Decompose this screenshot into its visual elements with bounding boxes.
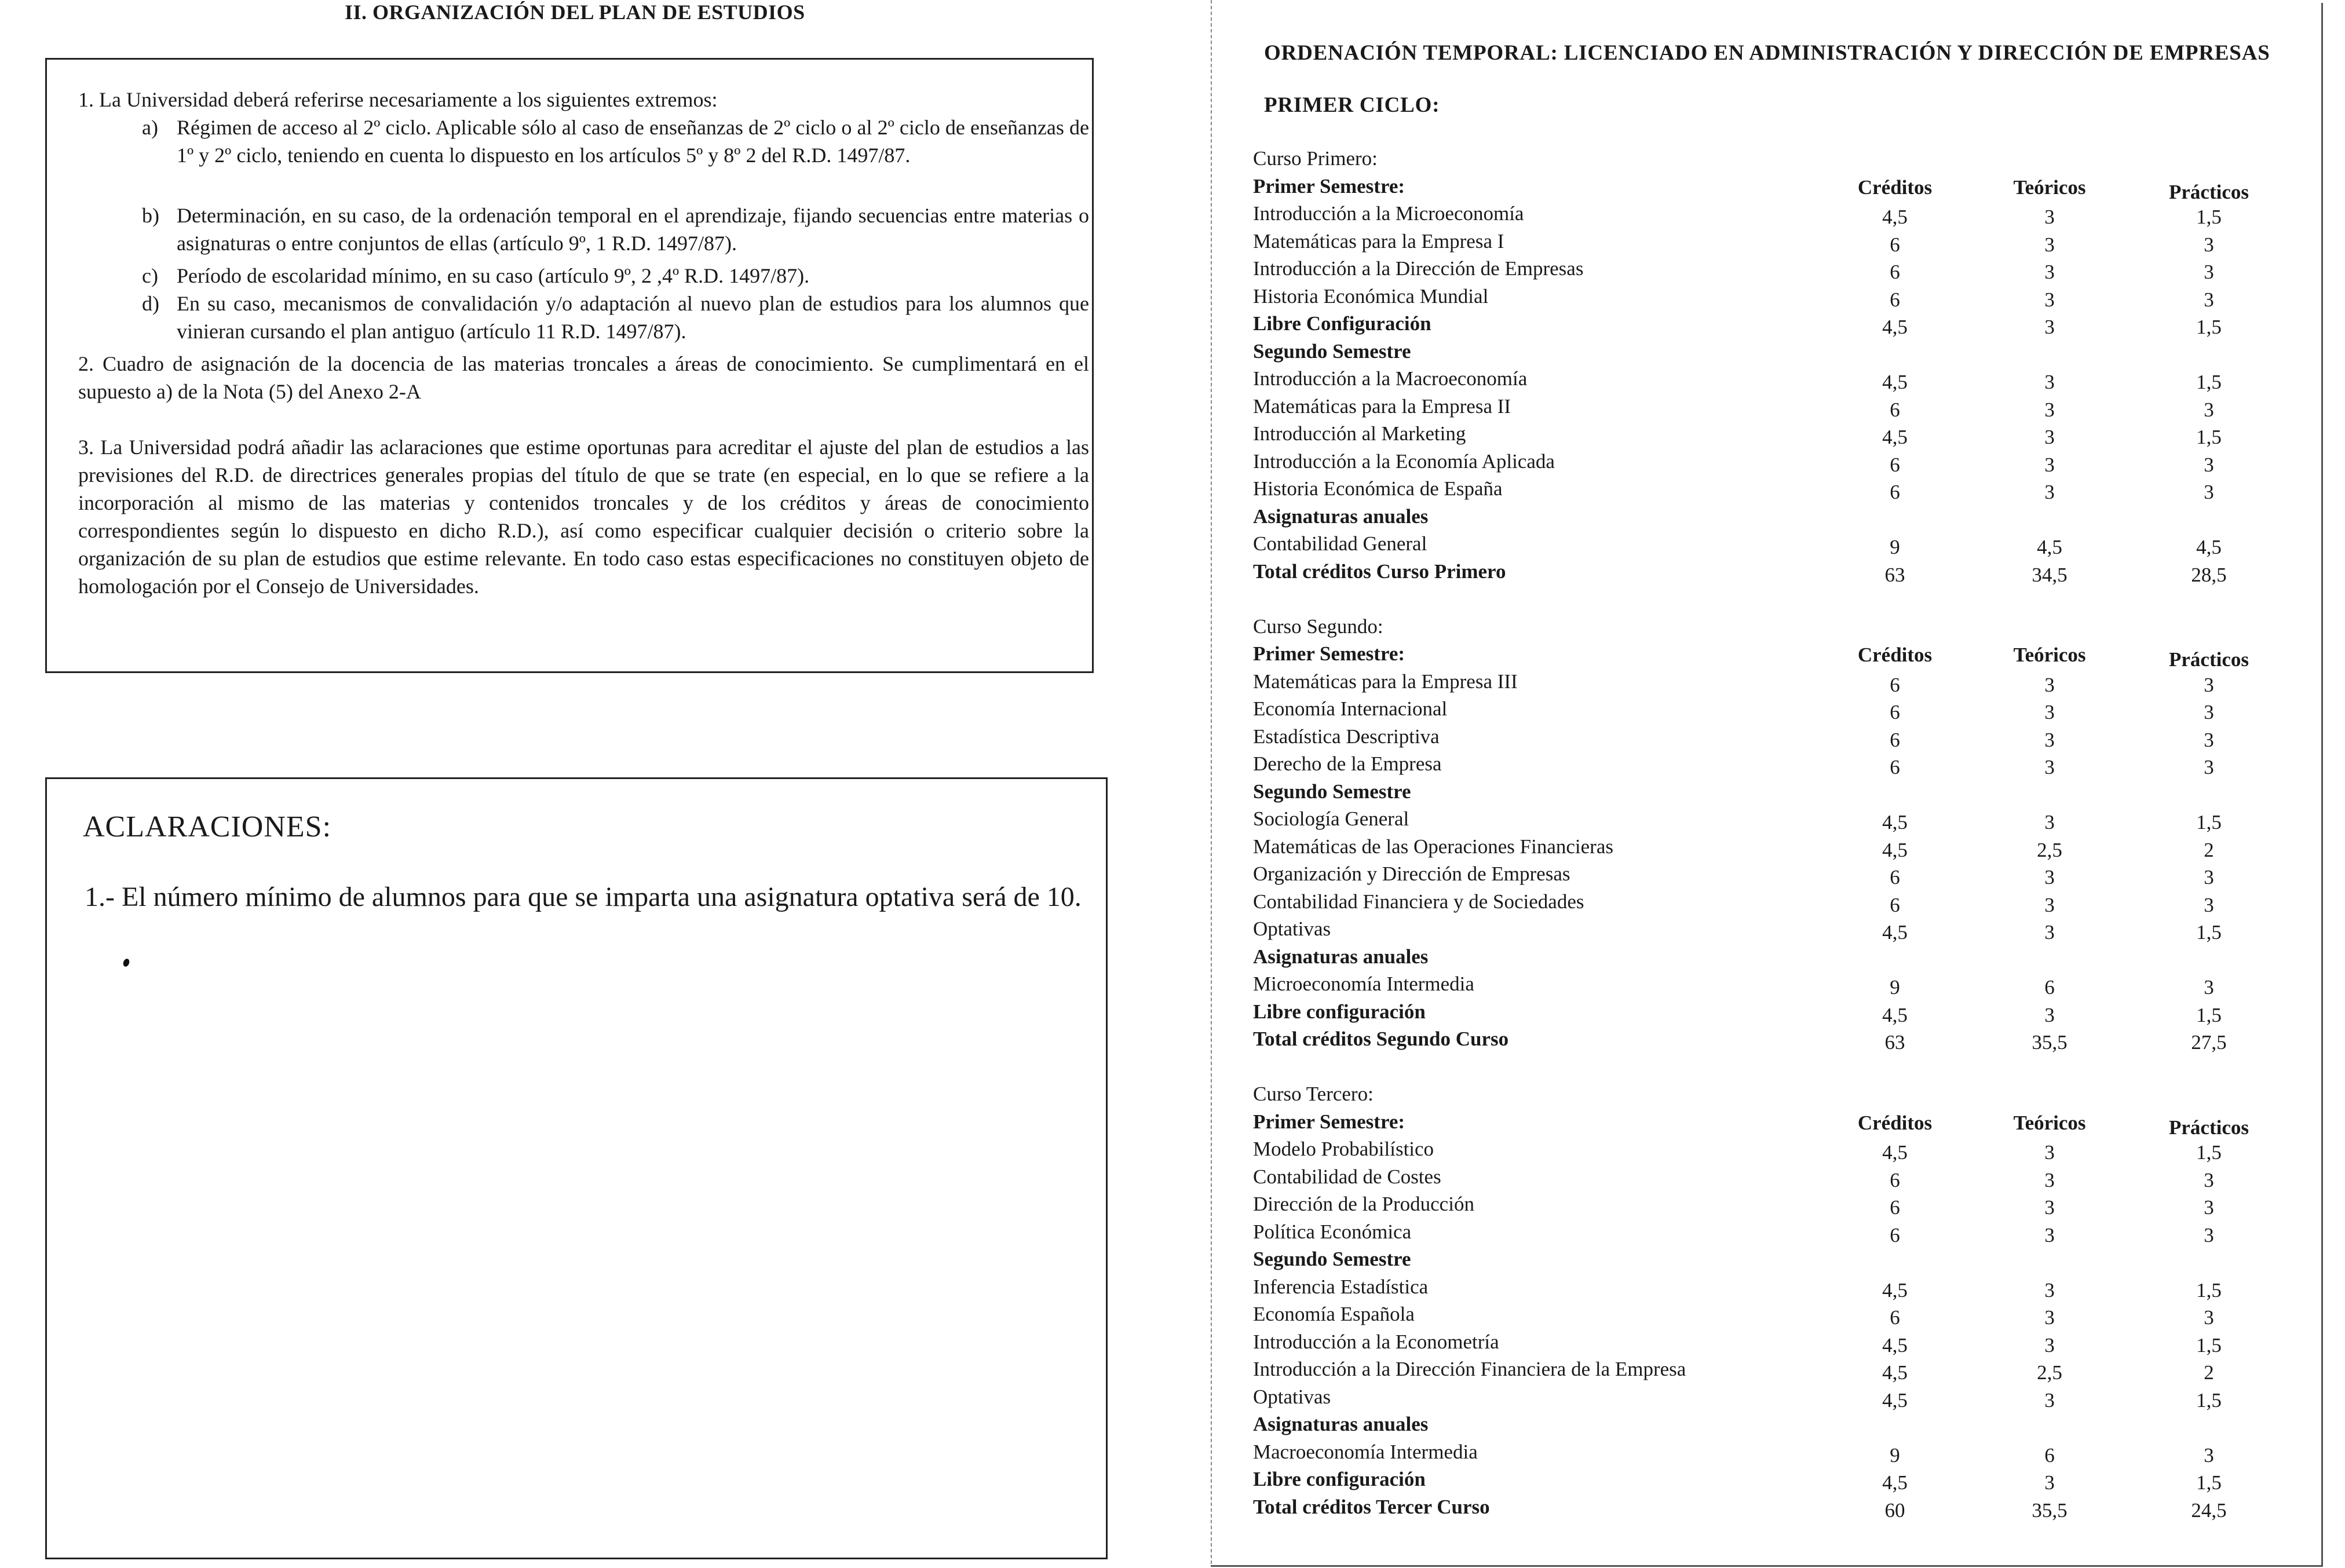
- teoricos-cell: 3: [2044, 729, 2055, 751]
- row-name: Matemáticas para la Empresa II: [1253, 395, 1511, 418]
- table-row: [1253, 1273, 2307, 1300]
- practicos-cell: Prácticos: [2169, 181, 2249, 203]
- table-row: [1253, 1410, 2307, 1438]
- creditos-cell: 6: [1890, 756, 1900, 778]
- practicos-cell: 1,5: [2196, 426, 2222, 448]
- subitem-label: a): [142, 116, 158, 139]
- table-row: [1253, 1135, 2307, 1163]
- section-title: II. ORGANIZACIÓN DEL PLAN DE ESTUDIOS: [345, 1, 805, 24]
- teoricos-cell: 3: [2044, 1471, 2055, 1494]
- teoricos-cell: 3: [2044, 454, 2055, 476]
- practicos-cell: 3: [2204, 976, 2214, 999]
- creditos-cell: 9: [1890, 976, 1900, 999]
- practicos-cell: 3: [2204, 894, 2214, 916]
- row-name: Segundo Semestre: [1253, 780, 1411, 803]
- table-row: [1253, 888, 2307, 915]
- row-name: Inferencia Estadística: [1253, 1275, 1429, 1298]
- table-row: [1253, 338, 2307, 365]
- teoricos-cell: 3: [2044, 756, 2055, 778]
- creditos-cell: 6: [1890, 1196, 1900, 1219]
- practicos-cell: 1,5: [2196, 1471, 2222, 1494]
- row-name: Optativas: [1253, 1386, 1331, 1408]
- table-row: [1253, 860, 2307, 887]
- subitem-label: b): [142, 204, 159, 227]
- row-name: Introducción al Marketing: [1253, 422, 1466, 445]
- practicos-cell: 1,5: [2196, 1389, 2222, 1412]
- practicos-cell: 3: [2204, 454, 2214, 476]
- aclaraciones-title: ACLARACIONES:: [83, 810, 332, 843]
- row-name: Contabilidad de Costes: [1253, 1165, 1441, 1188]
- subitem-label: d): [142, 292, 159, 315]
- teoricos-cell: 3: [2044, 426, 2055, 448]
- teoricos-cell: 3: [2044, 288, 2055, 311]
- table-row: [1253, 1108, 2307, 1139]
- creditos-cell: 6: [1890, 894, 1900, 916]
- teoricos-cell: 3: [2044, 1141, 2055, 1164]
- practicos-cell: 3: [2204, 1444, 2214, 1467]
- aclaraciones-text: 1.- El número mínimo de alumnos para que se imparta una asignatura optativa será de 10.: [85, 882, 1082, 912]
- teoricos-cell: 3: [2044, 1306, 2055, 1329]
- practicos-cell: 3: [2204, 756, 2214, 778]
- row-name: Asignaturas anuales: [1253, 505, 1429, 528]
- teoricos-cell: 35,5: [2032, 1031, 2068, 1054]
- table-row: [1253, 448, 2307, 475]
- table-row: [1253, 365, 2307, 392]
- practicos-cell: Prácticos: [2169, 1116, 2249, 1139]
- creditos-cell: 6: [1890, 233, 1900, 256]
- teoricos-cell: 3: [2044, 316, 2055, 338]
- table-row: [1253, 1493, 2307, 1521]
- practicos-cell: 3: [2204, 399, 2214, 421]
- teoricos-cell: 3: [2044, 1169, 2055, 1191]
- creditos-cell: 63: [1884, 1031, 1905, 1054]
- table-row: [1253, 173, 2307, 203]
- row-name: Derecho de la Empresa: [1253, 752, 1442, 775]
- table-row: [1253, 393, 2307, 420]
- practicos-cell: 1,5: [2196, 371, 2222, 393]
- creditos-cell: 6: [1890, 454, 1900, 476]
- table-row: [1253, 420, 2307, 447]
- subitem-text: Régimen de acceso al 2º ciclo. Aplicable sólo al caso de enseñanzas de 2º ciclo o al 2º ciclo de enseñanzas de 1º y 2º ciclo, teniendo en cuenta lo dispuesto en los artículos 5º y 8º 2 del R.D. 1497/87.: [177, 116, 1089, 167]
- item-2: 2. Cuadro de asignación de la docencia de las materias troncales a áreas de conocimiento. Se cumplimentará en el supuesto a) de la Nota (5) del Anexo 2-A: [78, 352, 1089, 403]
- creditos-cell: 4,5: [1882, 371, 1908, 393]
- row-name: Primer Semestre:: [1253, 175, 1405, 198]
- table-row: [1253, 723, 2307, 750]
- creditos-cell: 6: [1890, 261, 1900, 283]
- table-row: [1253, 695, 2307, 722]
- practicos-cell: 28,5: [2191, 564, 2227, 586]
- practicos-cell: 2: [2204, 839, 2214, 861]
- practicos-cell: 1,5: [2196, 316, 2222, 338]
- practicos-cell: 3: [2204, 288, 2214, 311]
- teoricos-cell: 3: [2044, 701, 2055, 723]
- item-1: 1. La Universidad deberá referirse necesariamente a los siguientes extremos:: [78, 88, 718, 111]
- table-row: [1253, 1025, 2307, 1052]
- teoricos-cell: 2,5: [2037, 839, 2062, 861]
- ordenacion-title: ORDENACIÓN TEMPORAL: LICENCIADO EN ADMINISTRACIÓN Y DIRECCIÓN DE EMPRESAS: [1264, 41, 2270, 65]
- table-row: [1253, 778, 2307, 805]
- teoricos-cell: 3: [2044, 1334, 2055, 1357]
- table-row: [1253, 915, 2307, 942]
- ciclo-heading: PRIMER CICLO:: [1264, 93, 1440, 117]
- row-name: Introducción a la Economía Aplicada: [1253, 450, 1555, 473]
- teoricos-cell: 6: [2044, 976, 2055, 999]
- creditos-cell: 6: [1890, 1169, 1900, 1191]
- teoricos-cell: 3: [2044, 206, 2055, 228]
- row-name: Introducción a la Econometría: [1253, 1331, 1499, 1353]
- teoricos-cell: Teóricos: [2013, 644, 2086, 666]
- practicos-cell: Prácticos: [2169, 648, 2249, 671]
- creditos-cell: 9: [1890, 1444, 1900, 1467]
- creditos-cell: 4,5: [1882, 921, 1908, 944]
- creditos-cell: 9: [1890, 536, 1900, 558]
- creditos-cell: 4,5: [1882, 316, 1908, 338]
- teoricos-cell: 3: [2044, 1279, 2055, 1302]
- creditos-cell: Créditos: [1857, 1112, 1933, 1134]
- subitem-text: Determinación, en su caso, de la ordenación temporal en el aprendizaje, fijando secuencias entre materias o asignaturas o entre conjuntos de ellas (artículo 9º, 1 R.D. 1497/87).: [177, 204, 1089, 255]
- table-row: [1253, 1218, 2307, 1245]
- row-name: Historia Económica de España: [1253, 477, 1503, 500]
- table-row: [1253, 1465, 2307, 1493]
- row-name: Introducción a la Dirección Financiera de la Empresa: [1253, 1358, 1686, 1380]
- subitem-c: [142, 262, 1089, 290]
- subitem-text: En su caso, mecanismos de convalidación y/o adaptación al nuevo plan de estudios para los alumnos que vinieran cursando el plan antiguo (artículo 11 R.D. 1497/87).: [177, 292, 1089, 343]
- table-row: [1253, 310, 2307, 337]
- practicos-cell: 3: [2204, 729, 2214, 751]
- row-name: Matemáticas para la Empresa I: [1253, 230, 1504, 253]
- row-name: Macroeconomía Intermedia: [1253, 1441, 1478, 1463]
- practicos-cell: 1,5: [2196, 206, 2222, 228]
- creditos-cell: 6: [1890, 1224, 1900, 1247]
- table-row: [1253, 585, 2307, 612]
- subitem-a: [142, 114, 1089, 197]
- table-row: [1253, 1383, 2307, 1410]
- row-name: Libre configuración: [1253, 1000, 1426, 1023]
- table-row: [1253, 1053, 2307, 1080]
- row-name: Historia Económica Mundial: [1253, 285, 1489, 308]
- row-name: Primer Semestre:: [1253, 1110, 1405, 1133]
- practicos-cell: 1,5: [2196, 1334, 2222, 1357]
- practicos-cell: 3: [2204, 1306, 2214, 1329]
- creditos-cell: Créditos: [1857, 176, 1933, 199]
- row-name: Total créditos Tercer Curso: [1253, 1496, 1490, 1518]
- teoricos-cell: 34,5: [2032, 564, 2068, 586]
- item-3: 3. La Universidad podrá añadir las aclaraciones que estime oportunas para acreditar el ajuste del plan de estudios a las previsiones del R.D. de directrices generales propias del título de que se trate (en especial, en lo que se refiere a la incorporación al mismo de las materias y contenidos troncales y de los créditos y áreas de conocimiento correspondientes según lo dispuesto en dicho R.D.), así como especificar cualquier decisión o criterio sobre la organización de su plan de estudios que estime relevante. En todo caso estas especificaciones no constituyen objeto de homologación por el Consejo de Universidades.: [78, 436, 1089, 598]
- row-name: Curso Tercero:: [1253, 1083, 1374, 1105]
- creditos-cell: 6: [1890, 481, 1900, 503]
- creditos-cell: 6: [1890, 1306, 1900, 1329]
- teoricos-cell: 3: [2044, 1389, 2055, 1412]
- table-row: [1253, 750, 2307, 777]
- practicos-cell: 1,5: [2196, 1279, 2222, 1302]
- creditos-cell: 6: [1890, 729, 1900, 751]
- table-row: [1253, 145, 2307, 172]
- practicos-cell: 24,5: [2191, 1499, 2227, 1522]
- row-name: Asignaturas anuales: [1253, 1413, 1429, 1435]
- teoricos-cell: 6: [2044, 1444, 2055, 1467]
- teoricos-cell: 3: [2044, 921, 2055, 944]
- teoricos-cell: 2,5: [2037, 1361, 2062, 1384]
- table-row: [1253, 1328, 2307, 1355]
- creditos-cell: 6: [1890, 399, 1900, 421]
- creditos-cell: 4,5: [1882, 811, 1908, 834]
- row-name: Estadística Descriptiva: [1253, 725, 1440, 748]
- teoricos-cell: 3: [2044, 1224, 2055, 1247]
- practicos-cell: 3: [2204, 674, 2214, 696]
- teoricos-cell: Teóricos: [2013, 1112, 2086, 1134]
- row-name: Política Económica: [1253, 1220, 1412, 1243]
- creditos-cell: 63: [1884, 564, 1905, 586]
- creditos-cell: 4,5: [1882, 1471, 1908, 1494]
- table-row: [1253, 530, 2307, 557]
- row-name: Introducción a la Macroeconomía: [1253, 367, 1528, 390]
- practicos-cell: 3: [2204, 1196, 2214, 1219]
- row-name: Dirección de la Producción: [1253, 1193, 1474, 1215]
- row-name: Contabilidad General: [1253, 532, 1427, 555]
- creditos-cell: 4,5: [1882, 1141, 1908, 1164]
- row-name: Primer Semestre:: [1253, 642, 1405, 665]
- table-row: [1253, 833, 2307, 860]
- practicos-cell: 3: [2204, 866, 2214, 889]
- subitem-label: c): [142, 264, 158, 287]
- creditos-cell: 4,5: [1882, 426, 1908, 448]
- row-name: Organización y Dirección de Empresas: [1253, 862, 1570, 885]
- table-row: [1253, 475, 2307, 502]
- table-row: [1253, 283, 2307, 310]
- table-row: [1253, 640, 2307, 671]
- row-name: Contabilidad Financiera y de Sociedades: [1253, 890, 1584, 913]
- row-name: Libre configuración: [1253, 1468, 1426, 1490]
- practicos-cell: 3: [2204, 1169, 2214, 1191]
- practicos-cell: 3: [2204, 1224, 2214, 1247]
- practicos-cell: 3: [2204, 261, 2214, 283]
- row-name: Modelo Probabilístico: [1253, 1138, 1434, 1160]
- creditos-cell: 4,5: [1882, 206, 1908, 228]
- teoricos-cell: 3: [2044, 811, 2055, 834]
- row-name: Segundo Semestre: [1253, 1248, 1411, 1270]
- practicos-cell: 27,5: [2191, 1031, 2227, 1054]
- row-name: Curso Segundo:: [1253, 615, 1383, 638]
- practicos-cell: 2: [2204, 1361, 2214, 1384]
- teoricos-cell: 3: [2044, 261, 2055, 283]
- creditos-cell: 6: [1890, 701, 1900, 723]
- creditos-cell: 6: [1890, 866, 1900, 889]
- row-name: Introducción a la Microeconomía: [1253, 202, 1524, 225]
- creditos-cell: Créditos: [1857, 644, 1933, 666]
- table-row: [1253, 558, 2307, 585]
- teoricos-cell: 35,5: [2032, 1499, 2068, 1522]
- teoricos-cell: 3: [2044, 1004, 2055, 1026]
- teoricos-cell: 4,5: [2037, 536, 2062, 558]
- table-row: [1253, 200, 2307, 227]
- creditos-cell: 6: [1890, 674, 1900, 696]
- teoricos-cell: Teóricos: [2013, 176, 2086, 199]
- row-name: Sociología General: [1253, 807, 1409, 830]
- creditos-cell: 4,5: [1882, 1334, 1908, 1357]
- table-row: [1253, 1300, 2307, 1328]
- table-row: [1253, 668, 2307, 695]
- creditos-cell: 4,5: [1882, 1004, 1908, 1026]
- table-row: [1253, 998, 2307, 1025]
- table-row: [1253, 1190, 2307, 1218]
- teoricos-cell: 3: [2044, 866, 2055, 889]
- teoricos-cell: 3: [2044, 674, 2055, 696]
- row-name: Curso Primero:: [1253, 147, 1378, 170]
- creditos-cell: 4,5: [1882, 839, 1908, 861]
- subitem-d: [142, 290, 1089, 345]
- row-name: Economía Española: [1253, 1303, 1415, 1325]
- subitem-b: [142, 202, 1089, 257]
- practicos-cell: 4,5: [2196, 536, 2222, 558]
- creditos-cell: 6: [1890, 288, 1900, 311]
- table-row: [1253, 503, 2307, 530]
- table-row: [1253, 805, 2307, 832]
- teoricos-cell: 3: [2044, 1196, 2055, 1219]
- row-name: Matemáticas para la Empresa III: [1253, 670, 1518, 693]
- row-name: Segundo Semestre: [1253, 340, 1411, 363]
- creditos-cell: 4,5: [1882, 1389, 1908, 1412]
- creditos-cell: 4,5: [1882, 1279, 1908, 1302]
- creditos-cell: 60: [1884, 1499, 1905, 1522]
- row-name: Asignaturas anuales: [1253, 945, 1429, 968]
- teoricos-cell: 3: [2044, 233, 2055, 256]
- table-row: [1253, 1355, 2307, 1383]
- practicos-cell: 3: [2204, 481, 2214, 503]
- row-name: Introducción a la Dirección de Empresas: [1253, 257, 1584, 280]
- table-row: [1253, 1245, 2307, 1273]
- teoricos-cell: 3: [2044, 371, 2055, 393]
- practicos-cell: 1,5: [2196, 1141, 2222, 1164]
- table-row: [1253, 970, 2307, 997]
- row-name: Libre Configuración: [1253, 312, 1431, 335]
- table-row: [1253, 228, 2307, 255]
- table-row: [1253, 1438, 2307, 1465]
- table-row: [1253, 613, 2307, 640]
- table-row: [1253, 943, 2307, 970]
- practicos-cell: 3: [2204, 701, 2214, 723]
- practicos-cell: 1,5: [2196, 921, 2222, 944]
- teoricos-cell: 3: [2044, 481, 2055, 503]
- teoricos-cell: 3: [2044, 894, 2055, 916]
- table-row: [1253, 1080, 2307, 1108]
- row-name: Microeconomía Intermedia: [1253, 973, 1474, 995]
- row-name: Economía Internacional: [1253, 697, 1448, 720]
- row-name: Optativas: [1253, 918, 1331, 940]
- practicos-cell: 1,5: [2196, 1004, 2222, 1026]
- row-name: Matemáticas de las Operaciones Financieras: [1253, 835, 1613, 858]
- table-row: [1253, 1163, 2307, 1190]
- row-name: Total créditos Segundo Curso: [1253, 1028, 1509, 1050]
- practicos-cell: 3: [2204, 233, 2214, 256]
- table-row: [1253, 255, 2307, 282]
- row-name: Total créditos Curso Primero: [1253, 560, 1506, 583]
- teoricos-cell: 3: [2044, 399, 2055, 421]
- creditos-cell: 4,5: [1882, 1361, 1908, 1384]
- subitem-text: Período de escolaridad mínimo, en su caso (artículo 9º, 2 ,4º R.D. 1497/87).: [177, 264, 810, 287]
- practicos-cell: 1,5: [2196, 811, 2222, 834]
